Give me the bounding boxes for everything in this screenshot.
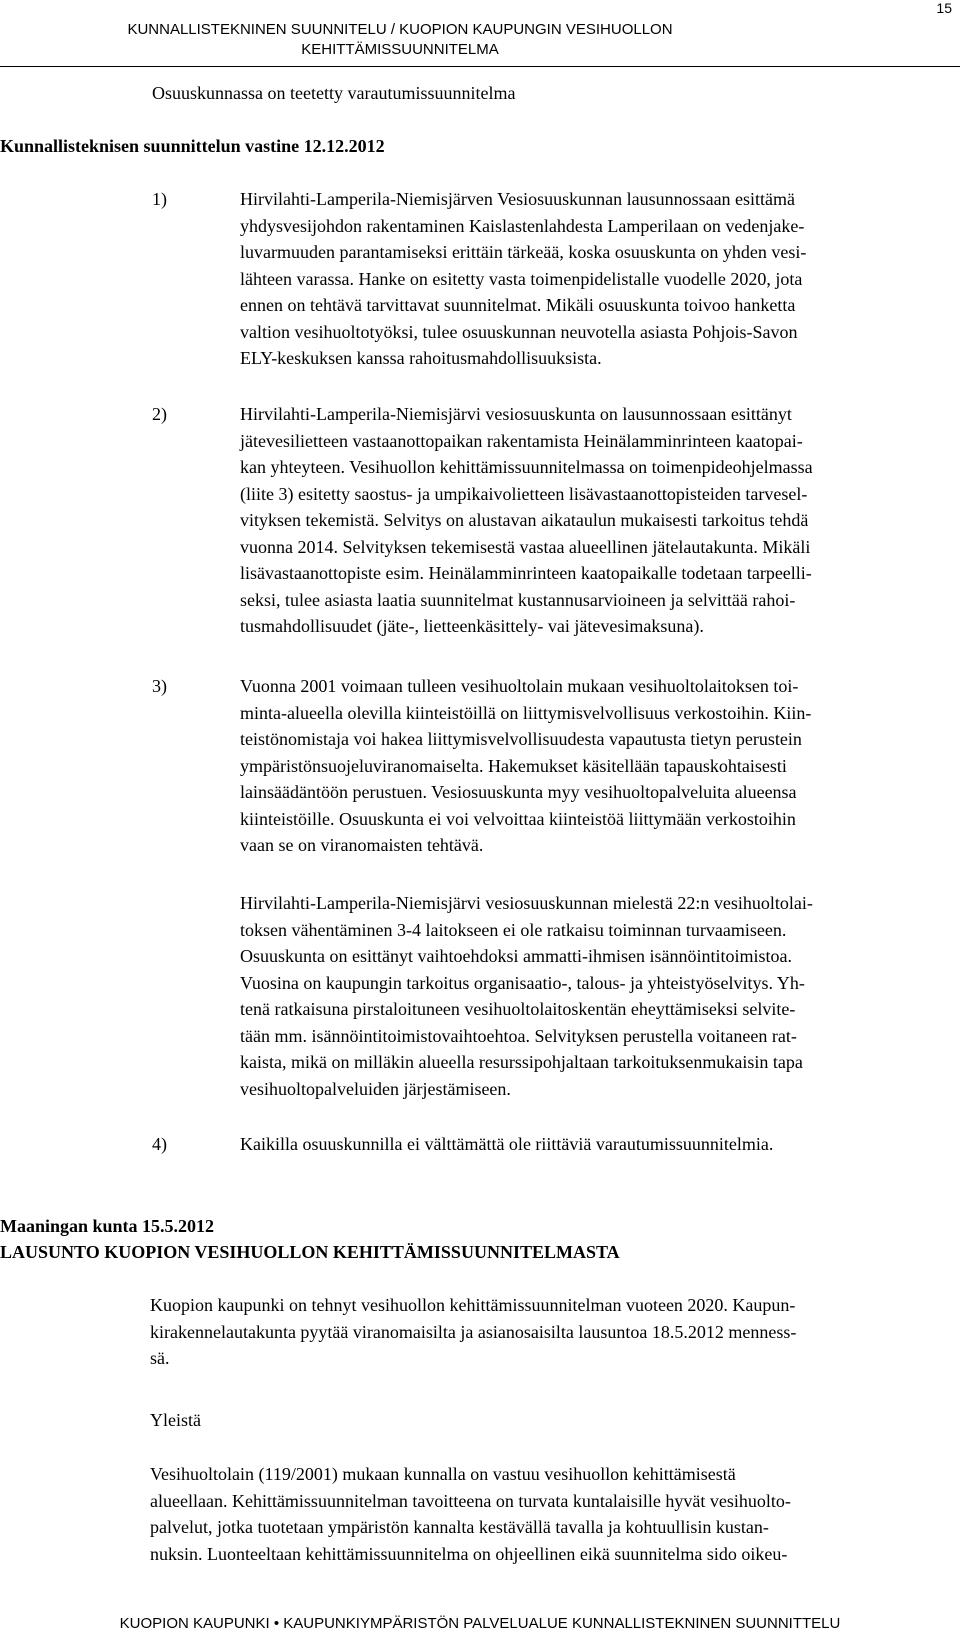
text-line: vaan se on viranomaisten tehtävä.	[240, 835, 484, 855]
subheading-yleista: Yleistä	[150, 1410, 201, 1430]
text-line: Vuonna 2001 voimaan tulleen vesihuoltolain mukaan vesihuoltolaitoksen toi-	[240, 676, 799, 696]
section-heading-vastine: Kunnallisteknisen suunnittelun vastine 12.12.2012	[0, 136, 385, 156]
item-paragraph	[240, 401, 935, 640]
text-line: vesihuoltopalveluiden järjestämiseen.	[240, 1078, 511, 1099]
text-line: Vesihuoltolain (119/2001) mukaan kunnalla on vastuu vesihuollon kehittämisestä	[150, 1464, 736, 1484]
text-line: alueellaan. Kehittämissuunnitelman tavoitteena on turvata kuntalaisille hyvät vesihuolto-	[150, 1490, 791, 1511]
statement-paragraph	[150, 1292, 940, 1372]
item-number: 1)	[152, 189, 167, 209]
item-number: 4)	[152, 1134, 167, 1154]
section-heading-maaninka: Maaningan kunta 15.5.2012	[0, 1216, 215, 1236]
text-line: Vuosina on kaupungin tarkoitus organisaatio-, talous- ja yhteistyöselvitys. Yh-	[240, 972, 805, 993]
text-line: tusmahdollisuudet (jäte-, lietteenkäsittely- vai jätevesimaksuna).	[240, 616, 704, 636]
text-line: palvelut, jotka tuotetaan ympäristön kannalta kestävällä tavalla ja kohtuullisin kustan-	[150, 1517, 769, 1537]
text-line: sä.	[150, 1348, 170, 1368]
item-paragraph	[240, 673, 935, 859]
text-line: tenä ratkaisuna pirstaloituneen vesihuoltolaitoskentän eheyttämiseksi selvite-	[240, 999, 796, 1019]
header-line-1: KUNNALLISTEKNINEN SUUNNITELU / KUOPION KAUPUNGIN VESIHUOLLON	[127, 21, 673, 38]
page-number: 15	[936, 0, 952, 16]
text-line: vuonna 2014. Selvityksen tekemisestä vastaa alueellinen jätelautakunta. Mikäli	[240, 536, 811, 557]
item-number: 2)	[152, 404, 167, 424]
text-line: Hirvilahti-Lamperila-Niemisjärven Vesiosuuskunnan lausunnossaan esittämä	[240, 189, 796, 209]
text-line: seksi, tulee asiasta laatia suunnitelmat kustannusarvioineen ja selvittää rahoi-	[240, 589, 796, 610]
text-line: luvarmuuden parantamiseksi erittäin tärkeää, koska osuuskunta on yhden vesi-	[240, 242, 807, 262]
statement-paragraph	[150, 1461, 940, 1567]
text-line: lähteen varassa. Hanke on esitetty vasta toimenpidelistalle vuodelle 2020, jota	[240, 268, 803, 289]
text-line: vityksen tekemistä. Selvitys on alustavan aikataulun mukaisesti tarkoitus tehdä	[240, 510, 809, 530]
header-line-2: KEHITTÄMISSUUNNITELMA	[301, 41, 499, 58]
text-line: yhdysvesijohdon rakentaminen Kaislastenlahdesta Lamperilaan on vedenjake-	[240, 215, 805, 236]
text-line: kaista, mikä on milläkin alueella resurssipohjaltaan tarkoituksenmukaisin tapa	[240, 1052, 803, 1072]
text-line: ennen on tehtävä tarvittavat suunnitelmat. Mikäli osuuskunta toivoo hanketta	[240, 295, 796, 315]
text-line: kan yhteyteen. Vesihuollon kehittämissuunnitelmassa on toimenpideohjelmassa	[240, 457, 813, 477]
text-line: lainsäädäntöön perustuen. Vesiosuuskunta myy vesihuoltopalveluita alueensa	[240, 782, 797, 802]
text-line: (liite 3) esitetty saostus- ja umpikaivolietteen lisävastaanottopisteiden tarvesel-	[240, 483, 808, 504]
text-line: Hirvilahti-Lamperila-Niemisjärvi vesiosuuskunta on lausunnossaan esittänyt	[240, 404, 792, 424]
text-line: kirakennelautakunta pyytää viranomaisilta ja asianosaisilta lausuntoa 18.5.2012 menness-	[150, 1321, 797, 1342]
text-line: ympäristönsuojeluviranomaiselta. Hakemukset käsitellään tapauskohtaisesti	[240, 755, 787, 776]
item-paragraph	[240, 1131, 935, 1158]
text-line: minta-alueella olevilla kiinteistöillä on liittymisvelvollisuus verkostoihin. Kiin-	[240, 702, 812, 723]
text-line: Hirvilahti-Lamperila-Niemisjärvi vesiosuuskunnan mielestä 22:n vesihuoltolai-	[240, 893, 813, 913]
text-line: teistönomistaja voi hakea liittymisvelvollisuudesta vapautusta tietyn perustein	[240, 729, 802, 749]
page-header	[0, 20, 800, 60]
item-paragraph-continued	[240, 890, 935, 1102]
header-divider	[0, 66, 960, 67]
intro-line: Osuuskunnassa on teetetty varautumissuunnitelma	[152, 83, 516, 103]
text-line: Kuopion kaupunki on tehnyt vesihuollon kehittämissuunnitelman vuoteen 2020. Kaupun-	[150, 1295, 796, 1315]
text-line: Osuuskunta on esittänyt vaihtoehdoksi ammatti-ihmisen isännöintitoimistoa.	[240, 946, 792, 966]
section-heading-lausunto: LAUSUNTO KUOPION VESIHUOLLON KEHITTÄMISSUUNNITELMASTA	[0, 1242, 620, 1262]
text-line: Kaikilla osuuskunnilla ei välttämättä ole riittäviä varautumissuunnitelmia.	[240, 1134, 774, 1154]
item-number: 3)	[152, 676, 167, 696]
text-line: lisävastaanottopiste esim. Heinälamminrinteen kaatopaikalle todetaan tarpeelli-	[240, 563, 812, 583]
text-line: ELY-keskuksen kanssa rahoitusmahdollisuuksista.	[240, 348, 602, 368]
text-line: toksen vähentäminen 3-4 laitokseen ei ole ratkaisu toiminnan turvaamiseen.	[240, 919, 787, 940]
text-line: kiinteistöille. Osuuskunta ei voi velvoittaa kiinteistöä liittymään verkostoihin	[240, 808, 796, 829]
text-line: nuksin. Luonteeltaan kehittämissuunnitelma on ohjeellinen eikä suunnitelma sido oikeu-	[150, 1543, 788, 1564]
text-line: tään mm. isännöintitoimistovaihtoehtoa. Selvityksen perustella voitaneen rat-	[240, 1025, 797, 1046]
text-line: jätevesilietteen vastaanottopaikan rakentamista Heinälamminrinteen kaatopai-	[240, 430, 803, 451]
text-line: valtion vesihuoltotyöksi, tulee osuuskunnan neuvotella asiasta Pohjois-Savon	[240, 321, 798, 342]
page-footer: KUOPION KAUPUNKI • KAUPUNKIYMPÄRISTÖN PALVELUALUE KUNNALLISTEKNINEN SUUNNITTELU	[119, 1615, 841, 1632]
item-paragraph	[240, 186, 935, 372]
